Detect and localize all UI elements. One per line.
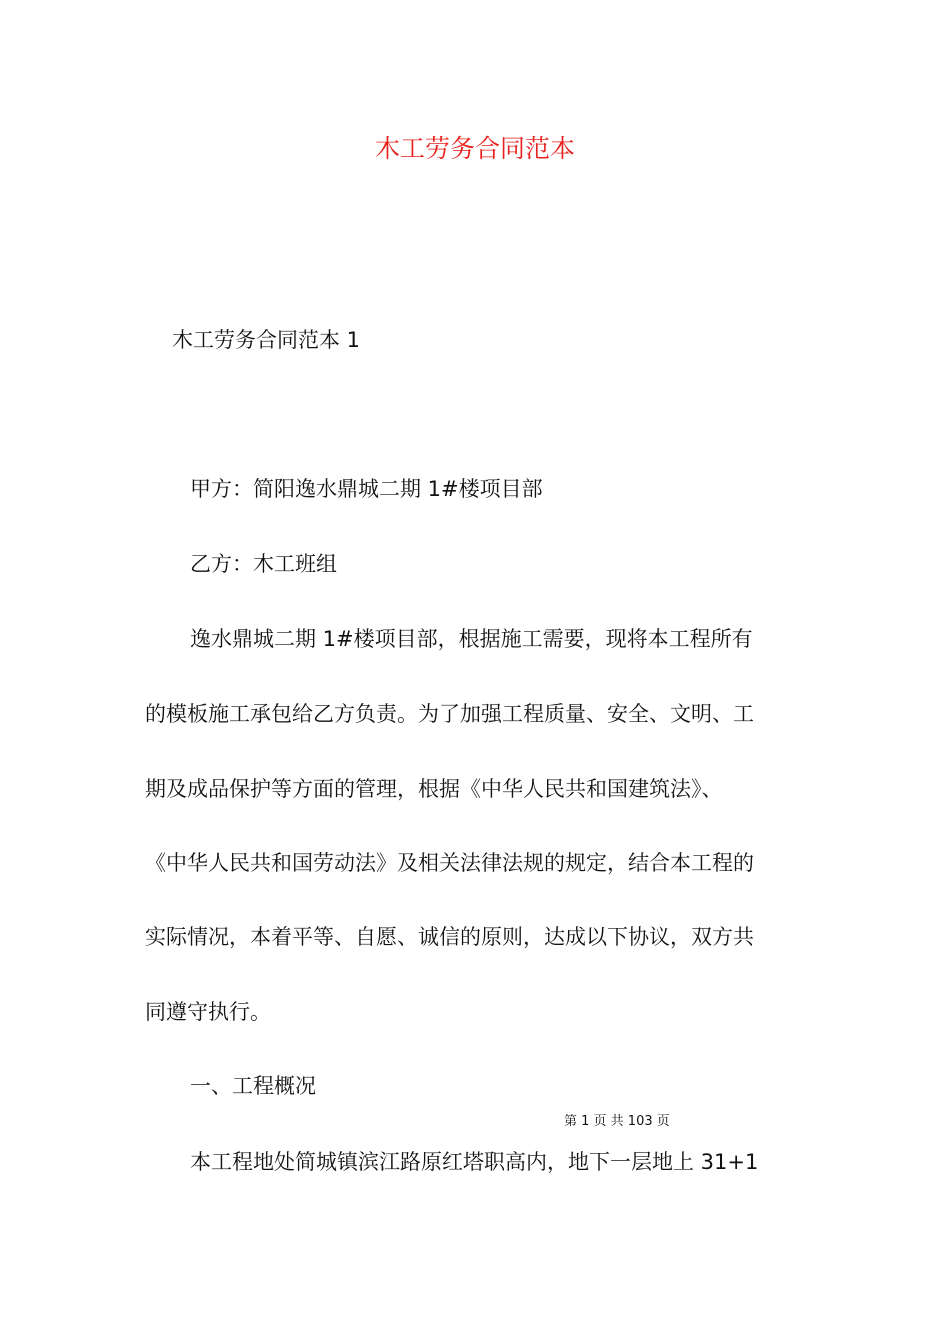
intro-paragraph-line: 的模板施工承包给乙方负责。为了加强工程质量、安全、文明、工 [145,702,754,726]
intro-paragraph-line: 实际情况，本着平等、自愿、诚信的原则，达成以下协议，双方共 [145,925,754,949]
party-a-line: 甲方：简阳逸水鼎城二期 1#楼项目部 [190,477,543,501]
page-number-footer: 第 1 页 共 103 页 [564,1114,670,1129]
intro-paragraph-line: 期及成品保护等方面的管理，根据《中华人民共和国建筑法》、 [145,777,723,801]
document-title: 木工劳务合同范本 [374,134,575,163]
contract-subtitle: 木工劳务合同范本 1 [172,328,361,352]
section-heading: 一、工程概况 [190,1074,316,1098]
intro-paragraph-line: 逸水鼎城二期 1#楼项目部，根据施工需要，现将本工程所有 [190,627,753,651]
intro-paragraph-line: 同遵守执行。 [145,1000,271,1024]
intro-paragraph-line: 《中华人民共和国劳动法》及相关法律法规的规定，结合本工程的 [145,851,754,875]
section-body-line: 本工程地处简城镇滨江路原红塔职高内，地下一层地上 31+1 [190,1150,759,1174]
party-b-line: 乙方：木工班组 [190,552,337,576]
